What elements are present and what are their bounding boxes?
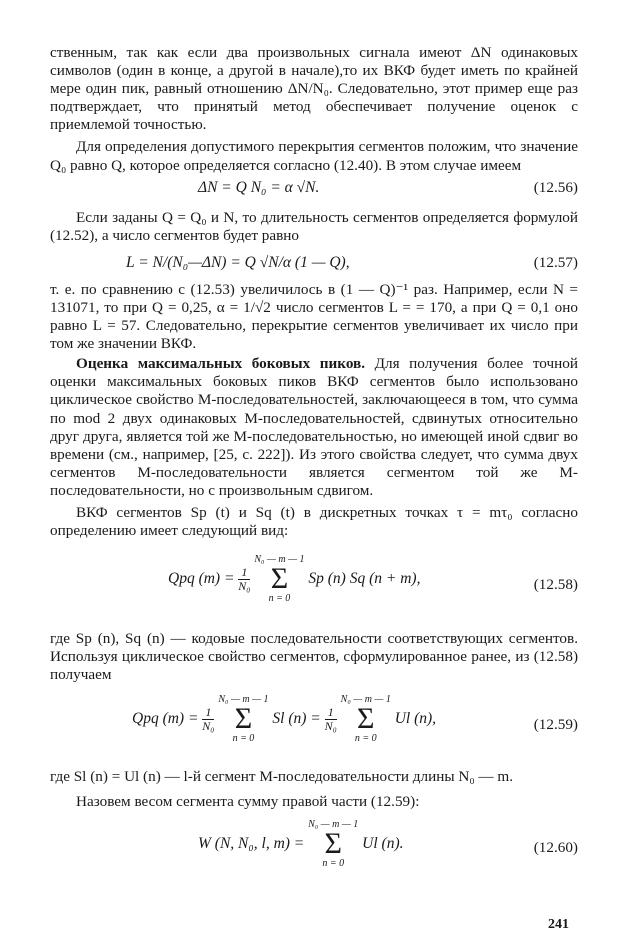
paragraph: где Sl (n) = Ul (n) — l-й сегмент M-последовательности длины N₀ — m.	[50, 768, 514, 786]
paragraph-text: Для получения более точной оценки максимальных боковых пиков ВКФ сегментов было использовано циклическое свойство M-последовательностей, заключающееся в том, что сумма по mod 2 двух одинаковых M-последовательностей, сдвинутых относительно друг друга, является той же M-последовательностью, но имеющей иной сдвиг во времени (см., например, [25, с. 222]). Из этого свойства следует, что сумма двух сегментов M-последовательности является сегментом той же M-последовательности, но с произвольным сдвигом.	[50, 355, 578, 499]
fraction-denominator: N₀	[202, 718, 215, 733]
paragraph: ственным, так как если два произвольных сигнала имеют ΔN одинаковых символов (один в конце, а другой в начале),то их ВКФ будет иметь по крайней мере один пик, равный отношению ΔN/N₀. Следовательно, этот пример еще раз подтверждает, что принятый метод обеспечивает получение оценок с приемлемой точностью.	[50, 44, 578, 134]
equation-lhs: W (N, N₀, l, m) =	[198, 834, 305, 852]
fraction-denominator: N₀	[238, 578, 251, 593]
equation-12-59	[50, 684, 578, 766]
summation-lower: n = 0	[322, 857, 345, 869]
sigma-icon: Σ	[234, 702, 253, 736]
fraction	[238, 566, 250, 593]
sigma-icon: Σ	[270, 562, 289, 596]
equation-12-57	[50, 245, 578, 281]
equation-rhs: Ul (n),	[394, 710, 437, 728]
fraction	[325, 706, 337, 733]
sigma-icon: Σ	[324, 826, 342, 860]
equation-12-60	[50, 811, 578, 891]
summation	[218, 694, 268, 744]
summation-lower: n = 0	[232, 733, 255, 745]
equation-mid: Sl (n) =	[272, 710, 321, 728]
paragraph: Если заданы Q = Q₀ и N, то длительность сегментов определяется формулой (12.52), а число сегментов будет равно	[50, 208, 578, 244]
equation-body: ΔN = Q N₀ = α √N.	[198, 178, 320, 196]
equation-body	[132, 694, 436, 744]
equation-rhs: Ul (n).	[362, 834, 404, 852]
equation-number: (12.56)	[533, 178, 578, 196]
equation-body: L = N/(N₀—ΔN) = Q √N/α (1 — Q),	[126, 253, 350, 271]
equation-lhs: Qpq (m) =	[132, 710, 199, 728]
fraction	[202, 706, 214, 733]
paragraph: Назовем весом сегмента сумму правой части (12.59):	[76, 792, 420, 810]
equation-12-56	[50, 175, 578, 203]
equation-number: (12.58)	[533, 576, 578, 594]
equation-lhs: Qpq (m) =	[168, 570, 235, 588]
page-number: 241	[548, 917, 569, 932]
paragraph	[50, 355, 578, 500]
sigma-icon: Σ	[357, 702, 375, 736]
equation-body	[198, 819, 404, 869]
paragraph: где Sp (n), Sq (n) — кодовые последовательности соответствующих сегментов. Используя циклическое свойство сегментов, сформулированное ранее, из (12.58) получаем	[50, 630, 578, 684]
summation	[308, 819, 358, 869]
fraction-denominator: N₀	[324, 718, 337, 733]
summation	[254, 554, 304, 604]
fraction-numerator: 1	[325, 706, 337, 720]
equation-number: (12.57)	[533, 253, 578, 271]
section-heading: Оценка максимальных боковых пиков.	[76, 355, 366, 373]
summation-upper: N₀ — m — 1	[308, 818, 359, 830]
summation-lower: n = 0	[268, 593, 291, 605]
summation-upper: N₀ — m — 1	[340, 694, 391, 706]
summation-upper: N₀ — m — 1	[218, 694, 269, 706]
summation-upper: N₀ — m — 1	[254, 554, 305, 566]
equation-rhs: Sp (n) Sq (n + m),	[308, 570, 421, 588]
equation-12-58	[50, 540, 578, 626]
paragraph: ВКФ сегментов Sp (t) и Sq (t) в дискретных точках τ = mτ₀ согласно определению имеет следующий вид:	[50, 503, 578, 540]
fraction-numerator: 1	[238, 566, 250, 580]
equation-number: (12.60)	[533, 838, 578, 856]
fraction-numerator: 1	[202, 706, 214, 720]
equation-number: (12.59)	[533, 716, 578, 734]
paragraph: Для определения допустимого перекрытия сегментов положим, что значение Q₀ равно Q, которое определяется согласно (12.40). В этом случае имеем	[50, 138, 578, 174]
summation-lower: n = 0	[354, 733, 377, 745]
summation	[341, 694, 391, 744]
page-body	[50, 44, 578, 891]
paragraph: т. е. по сравнению с (12.53) увеличилось в (1 — Q)⁻¹ раз. Например, если N = 131071, то при Q = 0,25, α = 1/√2 число сегментов L = = 170, а при Q = 0,1 оно равно L = 57. Следовательно, перекрытие сегментов увеличивает их число при том же значении ВКФ.	[50, 280, 578, 353]
equation-body	[168, 554, 420, 604]
